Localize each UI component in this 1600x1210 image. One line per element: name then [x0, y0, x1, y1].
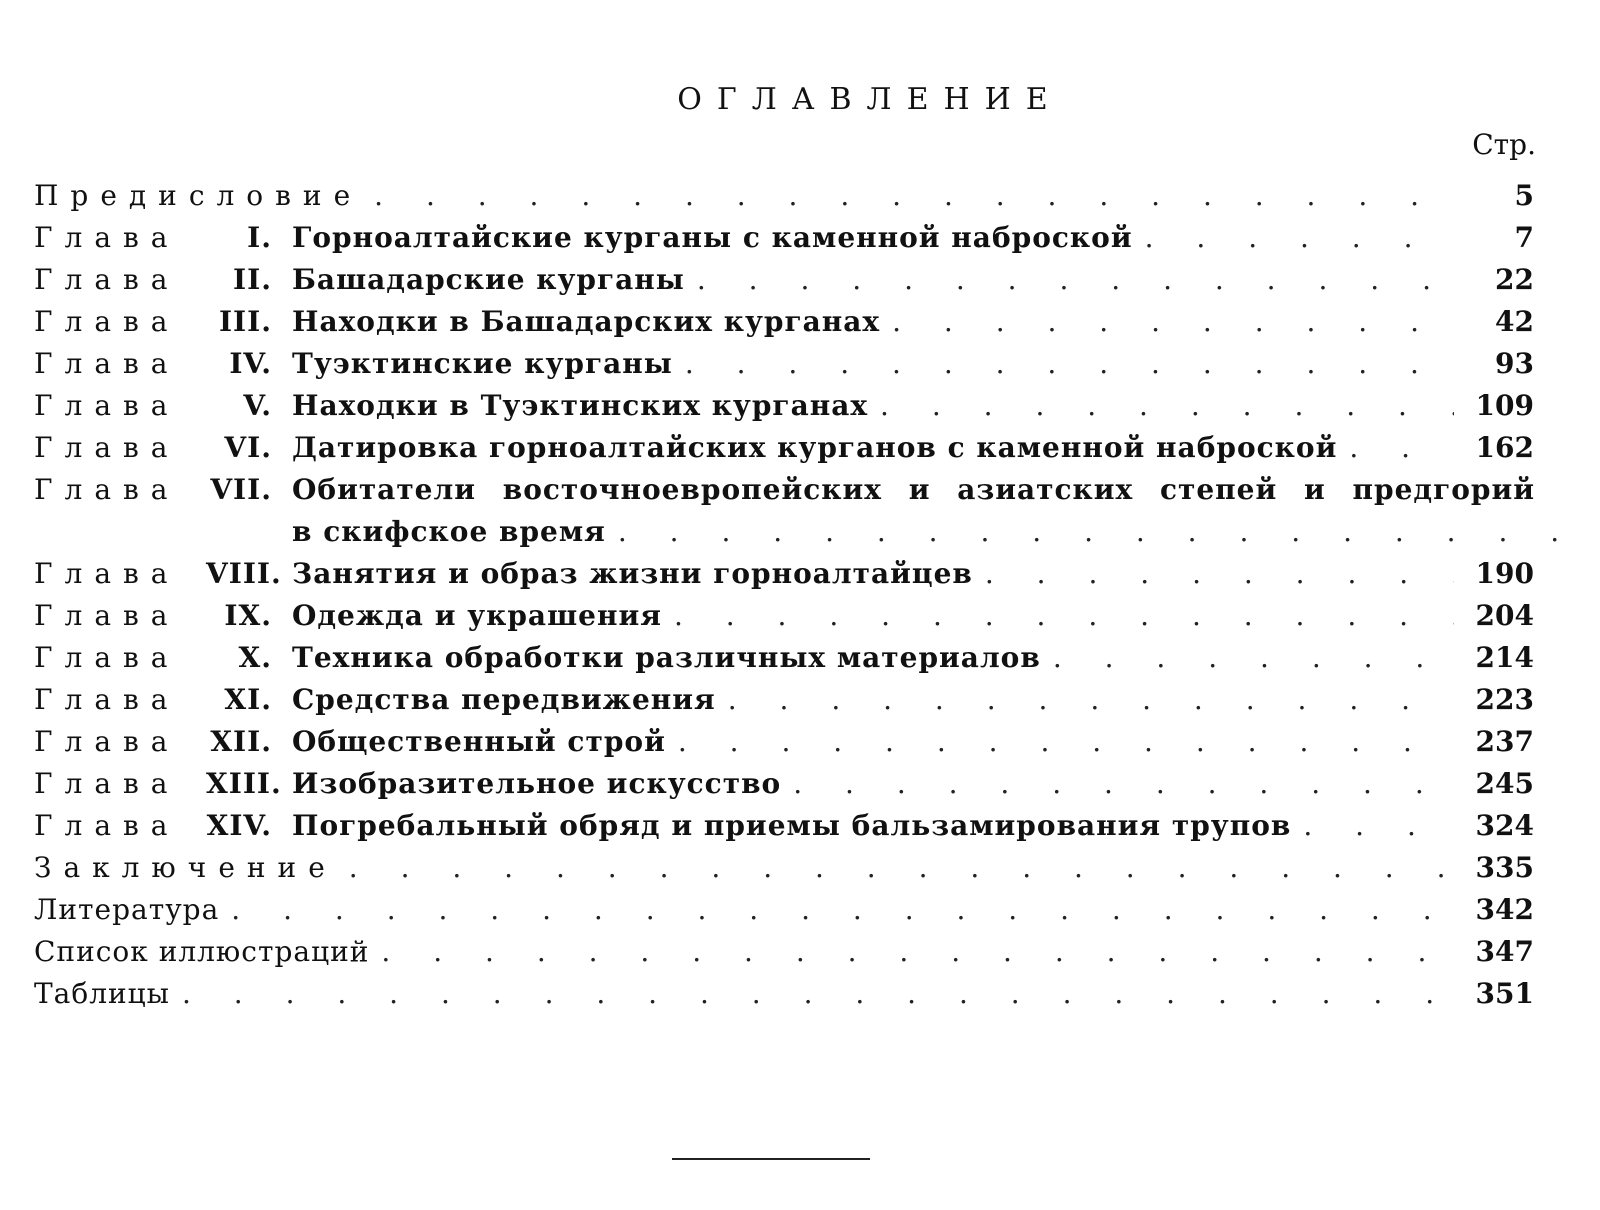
- toc-entry-title: Техника обработки различных материалов: [292, 641, 1041, 674]
- toc-entry-title: Одежда и украшения: [292, 599, 662, 632]
- toc-entry-literature[interactable]: [34, 889, 1534, 931]
- toc-entry-page: 347: [1475, 935, 1534, 968]
- toc-entry-chapter-10[interactable]: [34, 637, 1534, 679]
- toc-entry-roman: V.: [243, 389, 272, 422]
- toc-entry-page: 42: [1495, 305, 1534, 338]
- dot-leader: [606, 511, 1600, 553]
- toc-entry-title: Занятия и образ жизни горноалтайцев: [292, 557, 973, 590]
- toc-entry-prefix: Глава: [34, 809, 180, 842]
- toc-entry-chapter-6[interactable]: [34, 427, 1534, 469]
- toc-entry-title-line: [292, 469, 1600, 511]
- toc-entry-roman: IV.: [229, 347, 272, 380]
- toc-entry-title: Предисловие: [34, 179, 363, 212]
- toc-entry-title: Погребальный обряд и приемы бальзамирования трупов: [292, 809, 1292, 842]
- toc-entry-page: 342: [1475, 893, 1534, 926]
- toc-entry-roman: VIII.: [206, 557, 282, 590]
- toc-entry-chapter-9[interactable]: [34, 595, 1534, 637]
- dot-leader: [362, 175, 1454, 217]
- toc-entry-page: 162: [1475, 431, 1534, 464]
- toc-entry-page: 351: [1475, 977, 1534, 1010]
- dot-leader: [868, 385, 1454, 427]
- toc-entry-title: Литература: [34, 893, 220, 926]
- toc-entry-title: Туэктинские курганы: [292, 347, 673, 380]
- toc-entry-prefix: Глава: [34, 641, 180, 674]
- toc-entry-title: Датировка горноалтайских курганов с каменной наброской: [292, 431, 1338, 464]
- toc-entry-prefix: Глава: [34, 221, 180, 254]
- toc-entry-prefix: Глава: [34, 599, 180, 632]
- toc-entry-prefix: Глава: [34, 725, 180, 758]
- toc-entry-prefix: Глава: [34, 683, 180, 716]
- dot-leader: [716, 679, 1454, 721]
- toc-entry-chapter-14[interactable]: [34, 805, 1534, 847]
- toc-entry-chapter-5[interactable]: [34, 385, 1534, 427]
- toc-entry-title-line: [292, 511, 1600, 553]
- page-title: ОГЛАВЛЕНИЕ: [677, 82, 1063, 117]
- dot-leader: [973, 553, 1454, 595]
- toc-entry-title: Изобразительное искусство: [292, 767, 782, 800]
- toc-entry-roman: III.: [218, 305, 272, 338]
- toc-entry-roman: I.: [247, 221, 272, 254]
- dot-leader: [369, 931, 1454, 973]
- toc-entry-prefix: Глава: [34, 389, 180, 422]
- toc-entry-chapter-3[interactable]: [34, 301, 1534, 343]
- toc-entry-chapter-1[interactable]: [34, 217, 1534, 259]
- toc-entry-page: 214: [1475, 641, 1534, 674]
- toc-entry-page: 7: [1514, 221, 1534, 254]
- toc-entry-title: Список иллюстраций: [34, 935, 370, 968]
- toc-entry-chapter-4[interactable]: [34, 343, 1534, 385]
- toc-entry-page: 190: [1475, 557, 1534, 590]
- toc-entry-roman: VII.: [210, 473, 272, 506]
- toc-entry-title: Заключение: [34, 851, 337, 884]
- dot-leader: [1291, 805, 1454, 847]
- toc-entry-page: 335: [1475, 851, 1534, 884]
- toc-entry-title: Общественный строй: [292, 725, 666, 758]
- toc-entry-roman: XIV.: [206, 809, 272, 842]
- dot-leader: [1337, 427, 1454, 469]
- toc-entry-chapter-7[interactable]: [34, 469, 1534, 553]
- toc-entry-prefix: Глава: [34, 557, 180, 590]
- dot-leader: [673, 343, 1454, 385]
- toc-entry-preface[interactable]: [34, 175, 1534, 217]
- toc-entry-title-block: [292, 469, 1600, 553]
- toc-entry-page: 324: [1475, 809, 1534, 842]
- page-column-label: Стр.: [1472, 128, 1536, 161]
- toc-entry-title: Башадарские курганы: [292, 263, 685, 296]
- toc-entry-roman: XII.: [210, 725, 272, 758]
- toc-entry-prefix: Глава: [34, 305, 180, 338]
- toc-entry-page: 245: [1475, 767, 1534, 800]
- dot-leader: [219, 889, 1454, 931]
- toc-entry-roman: XI.: [224, 683, 272, 716]
- toc-entry-prefix: Глава: [34, 473, 180, 506]
- toc-entry-title: Находки в Туэктинских курганах: [292, 389, 869, 422]
- toc-entry-chapter-2[interactable]: [34, 259, 1534, 301]
- toc-entry-title: Горноалтайские курганы с каменной наброской: [292, 221, 1133, 254]
- toc-entry-tables[interactable]: [34, 973, 1534, 1015]
- toc-entry-prefix: Глава: [34, 767, 180, 800]
- dot-leader: [666, 721, 1454, 763]
- dot-leader: [685, 259, 1454, 301]
- dot-leader: [337, 847, 1454, 889]
- dot-leader: [1041, 637, 1454, 679]
- toc-entry-title: Находки в Башадарских курганах: [292, 305, 881, 338]
- table-of-contents: [34, 175, 1534, 1015]
- toc-entry-page: 5: [1514, 179, 1534, 212]
- toc-entry-chapter-11[interactable]: [34, 679, 1534, 721]
- toc-entry-page: 22: [1495, 263, 1534, 296]
- dot-leader: [781, 763, 1454, 805]
- toc-entry-page: 93: [1495, 347, 1534, 380]
- toc-entry-chapter-13[interactable]: [34, 763, 1534, 805]
- toc-entry-roman: VI.: [224, 431, 272, 464]
- toc-entry-page: 237: [1475, 725, 1534, 758]
- toc-entry-title-line1: Обитатели восточноевропейских и азиатских степей и предгорий: [292, 473, 1536, 506]
- toc-entry-chapter-8[interactable]: [34, 553, 1534, 595]
- toc-entry-page: 204: [1475, 599, 1534, 632]
- toc-entry-page: 223: [1475, 683, 1534, 716]
- toc-entry-roman: II.: [233, 263, 272, 296]
- toc-entry-conclusion[interactable]: [34, 847, 1534, 889]
- toc-entry-prefix: Глава: [34, 263, 180, 296]
- dot-leader: [662, 595, 1454, 637]
- dot-leader: [170, 973, 1454, 1015]
- toc-entry-page: 109: [1475, 389, 1534, 422]
- dot-leader: [880, 301, 1454, 343]
- toc-entry-title: Средства передвижения: [292, 683, 716, 716]
- footer-rule: [672, 1158, 870, 1160]
- toc-entry-roman: X.: [238, 641, 272, 674]
- toc-entry-illustrations[interactable]: [34, 931, 1534, 973]
- toc-entry-roman: IX.: [224, 599, 272, 632]
- toc-entry-prefix: Глава: [34, 431, 180, 464]
- toc-entry-roman: XIII.: [206, 767, 282, 800]
- dot-leader: [1133, 217, 1454, 259]
- toc-entry-title-line2: в скифское время: [292, 515, 606, 548]
- toc-entry-prefix: Глава: [34, 347, 180, 380]
- toc-entry-chapter-12[interactable]: [34, 721, 1534, 763]
- toc-entry-title: Таблицы: [34, 977, 170, 1010]
